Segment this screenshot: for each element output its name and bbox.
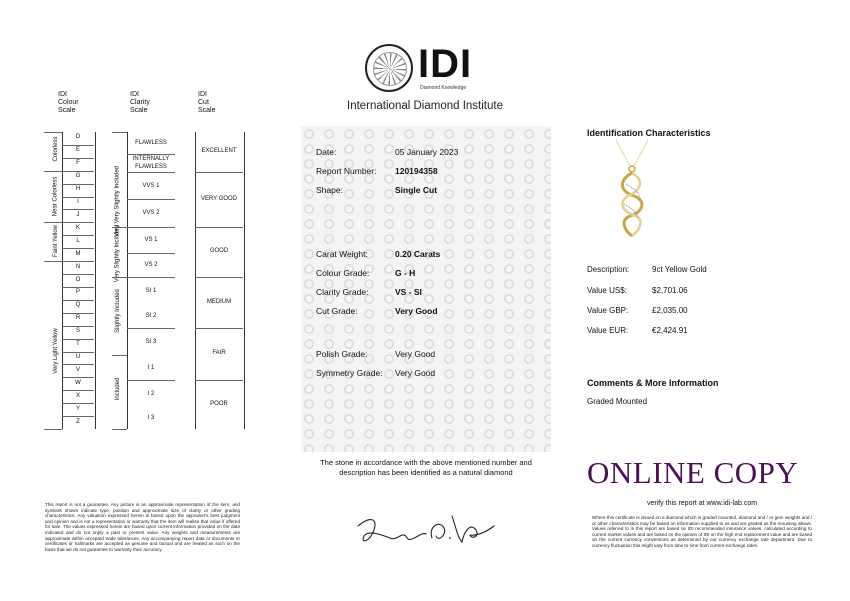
comments-title: Comments & More Information (587, 378, 719, 388)
heading-line: IDI (198, 91, 207, 98)
clarity-grade-cell: VVS 2 (142, 210, 160, 216)
polish-grade-value: Very Good (395, 349, 436, 359)
scale-divider (62, 352, 94, 353)
scale-divider (62, 403, 94, 404)
clarity-grade-cell: I 3 (147, 415, 155, 421)
scale-divider (62, 235, 94, 236)
colour-grade-cell: W (75, 379, 81, 386)
cut-grade-cell: VERY GOOD (200, 195, 238, 202)
colour-grade-cell: S (75, 328, 80, 335)
group-divider (44, 261, 62, 262)
colour-grade-cell: Z (76, 418, 80, 425)
clarity-grade-cell: SI 3 (145, 338, 157, 345)
colour-grade-value: G - H (395, 268, 416, 278)
gbp-value: £2,035.00 (652, 306, 688, 315)
report-number-label: Report Number: (316, 166, 377, 176)
clarity-grade-cell: VS 1 (144, 237, 158, 243)
date-value: 05 January 2023 (395, 147, 459, 157)
group-divider (44, 222, 62, 223)
scale-divider (62, 390, 94, 391)
cut-grade-value: Very Good (395, 306, 438, 316)
colour-grade-cell: O (75, 276, 81, 283)
heading-line: IDI (58, 91, 67, 98)
scale-divider (127, 172, 175, 173)
cut-grade-cell: GOOD (209, 248, 229, 254)
cut-grade-label: Cut Grade: (316, 306, 358, 316)
scale-divider (195, 227, 243, 228)
colour-grade-label: Colour Grade: (316, 268, 370, 278)
diamond-icon (365, 44, 413, 92)
scale-divider (195, 172, 243, 173)
clarity-grade-label: Clarity Grade: (316, 287, 369, 297)
colour-grade-cell: R (75, 315, 81, 322)
report-number-value: 120194358 (395, 166, 438, 176)
heading-line: Colour (58, 99, 79, 106)
colour-grade-cell: T (76, 341, 80, 348)
scale-divider (127, 253, 175, 254)
description-label: Description: (587, 265, 630, 274)
shape-label: Shape: (316, 185, 343, 195)
symmetry-grade-label: Symmetry Grade: (316, 368, 383, 378)
carat-value: 0.20 Carats (395, 249, 441, 259)
clarity-scale-heading (130, 91, 150, 115)
colour-grade-cell: I (77, 199, 79, 206)
colour-grade-cell: K (75, 224, 80, 231)
clarity-grade-cell: SI 2 (145, 313, 157, 319)
colour-scale-heading (58, 91, 79, 115)
group-divider (112, 429, 127, 430)
heading-line: Scale (130, 107, 148, 114)
scale-divider (62, 416, 94, 417)
clarity-group-label: Included (115, 377, 121, 401)
colour-grade-cell: N (75, 263, 81, 270)
group-divider (44, 171, 62, 172)
pendant-image (610, 140, 654, 240)
group-divider (44, 132, 62, 133)
clarity-scale (127, 132, 176, 429)
clarity-grade-cell: VS 2 (144, 262, 158, 268)
natural-diamond-statement: The stone in accordance with the above mentioned number and description has been identified as a natural diamond (320, 458, 532, 477)
scale-divider (62, 158, 94, 159)
eur-label: Value EUR: (587, 326, 629, 335)
group-divider (44, 429, 62, 430)
scale-divider (127, 380, 175, 381)
colour-grade-cell: J (76, 211, 80, 218)
scale-divider (127, 277, 175, 278)
colour-grade-cell: U (75, 353, 81, 360)
disclaimer-right: Where this certificate is issued on a diamond which is graded mounted, diamond and / or gem weights and / or other characteristics may be based on information supplied to us and are graded as the mounting allows. Values referred to in this report are based on IDI recommended insurance values, calculated according to current market values and are based on the opinion of IDI on the high end replacement value and are based on the current currency conversions as determined by our currency exchange rate department. Due to currency fluctuation this might vary from time to time from current exchange rates. (592, 515, 812, 548)
colour-grade-cell: E (75, 147, 80, 154)
clarity-group-label: Very Very Slightly Included (114, 165, 121, 238)
date-label: Date: (316, 147, 337, 157)
scale-divider (127, 227, 175, 228)
scale-divider (62, 209, 94, 210)
colour-grade-cell: Y (75, 405, 80, 412)
colour-grade-cell: V (75, 366, 80, 373)
scale-divider (195, 380, 243, 381)
group-divider (112, 227, 127, 228)
heading-line: IDI (130, 91, 139, 98)
colour-grade-cell: H (75, 186, 81, 193)
scale-divider (127, 154, 175, 155)
clarity-grade-value: VS - SI (395, 287, 422, 297)
clarity-group-label: Slightly Included (115, 289, 121, 333)
scale-divider (62, 184, 94, 185)
group-divider (112, 355, 127, 356)
cut-scale (195, 132, 245, 429)
colour-grade-cell: L (76, 237, 80, 244)
logo-text: IDI (418, 42, 473, 86)
online-copy-stamp: ONLINE COPY (587, 455, 799, 490)
scale-divider (62, 313, 94, 314)
colour-grade-cell: M (75, 250, 81, 257)
gbp-label: Value GBP: (587, 306, 629, 315)
scale-divider (62, 377, 94, 378)
heading-line: Cut (198, 99, 209, 106)
signature-image (352, 508, 502, 554)
colour-group-label: Faint Yellow (53, 224, 59, 258)
logo-tagline: Diamond Knowledge (420, 85, 467, 91)
clarity-grade-cell: VVS 1 (142, 182, 160, 189)
colour-group-label: Colorless (53, 136, 59, 162)
scale-divider (62, 364, 94, 365)
scale-divider (62, 222, 94, 223)
heading-line: Scale (58, 107, 76, 114)
symmetry-grade-value: Very Good (395, 368, 436, 378)
heading-line: Scale (198, 107, 216, 114)
scale-divider (195, 277, 243, 278)
scale-divider (62, 261, 94, 262)
group-divider (112, 132, 127, 133)
clarity-grade-cell: I 2 (147, 390, 155, 397)
scale-divider (62, 145, 94, 146)
scale-divider (62, 248, 94, 249)
cut-grade-cell: MEDIUM (206, 298, 232, 305)
clarity-grade-cell: SI 1 (145, 287, 157, 294)
colour-grade-cell: Q (75, 302, 81, 309)
eur-value: €2,424.91 (652, 326, 688, 335)
shape-value: Single Cut (395, 185, 438, 195)
colour-grade-cell: X (75, 392, 80, 399)
description-value: 9ct Yellow Gold (652, 265, 707, 274)
cut-grade-cell: FAIR (212, 350, 226, 356)
scale-divider (195, 328, 243, 329)
clarity-grade-cell: FLAWLESS (135, 140, 167, 146)
institute-name: International Diamond Institute (347, 100, 503, 112)
polish-grade-label: Polish Grade: (316, 349, 368, 359)
disclaimer-left: This report is not a guarantee. Any picture is an approximate representation of the item, and symbols shown indicate type, position and approximate size of clarity or other grading characteristics. Any valuation expressed herein is based upon the appraiser's best judgment and opinion and is not a representation or warranty that the item will realise that value if offered for sale. The values expressed herein are based upon current information provided on the date indicated and do not imply a past or present value. Any weights and measurements are approximate within accepted trade tolerances. Any accompanying report data or documents or certificates or hallmarks are accepted as genuine and factual and are treated as such on the basis that we do not guarantee to warranty their accuracy. (45, 502, 240, 552)
scale-divider (62, 171, 94, 172)
cut-grade-cell: POOR (210, 400, 228, 407)
colour-grade-cell: F (76, 160, 80, 167)
scale-divider (127, 199, 175, 200)
identification-title: Identification Characteristics (587, 128, 711, 138)
colour-group-label: Very Light Yellow (53, 328, 59, 374)
colour-grade-cell: P (75, 289, 80, 296)
scale-divider (127, 328, 175, 329)
scale-divider (62, 274, 94, 275)
carat-label: Carat Weight: (316, 249, 368, 259)
scale-divider (62, 339, 94, 340)
clarity-group-label: Very Slightly Included (114, 224, 121, 283)
scale-divider (62, 197, 94, 198)
scale-divider (62, 300, 94, 301)
group-divider (112, 277, 127, 278)
scale-divider (62, 326, 94, 327)
heading-line: Clarity (130, 99, 150, 106)
cut-grade-cell: EXCELLENT (201, 148, 237, 154)
colour-grade-cell: D (75, 134, 81, 141)
usd-value: $2,701.06 (652, 286, 688, 295)
colour-grade-cell: G (75, 173, 81, 180)
comments-text: Graded Mounted (587, 397, 648, 406)
cut-scale-heading (198, 91, 216, 115)
usd-label: Value US$: (587, 286, 627, 295)
colour-group-label: Near Colorless (52, 176, 59, 217)
clarity-grade-cell: INTERNALLY FLAWLESS (132, 156, 170, 170)
scale-divider (62, 287, 94, 288)
verify-text: verify this report at www.idi-lab.com (646, 500, 758, 507)
clarity-grade-cell: I 1 (147, 364, 155, 371)
